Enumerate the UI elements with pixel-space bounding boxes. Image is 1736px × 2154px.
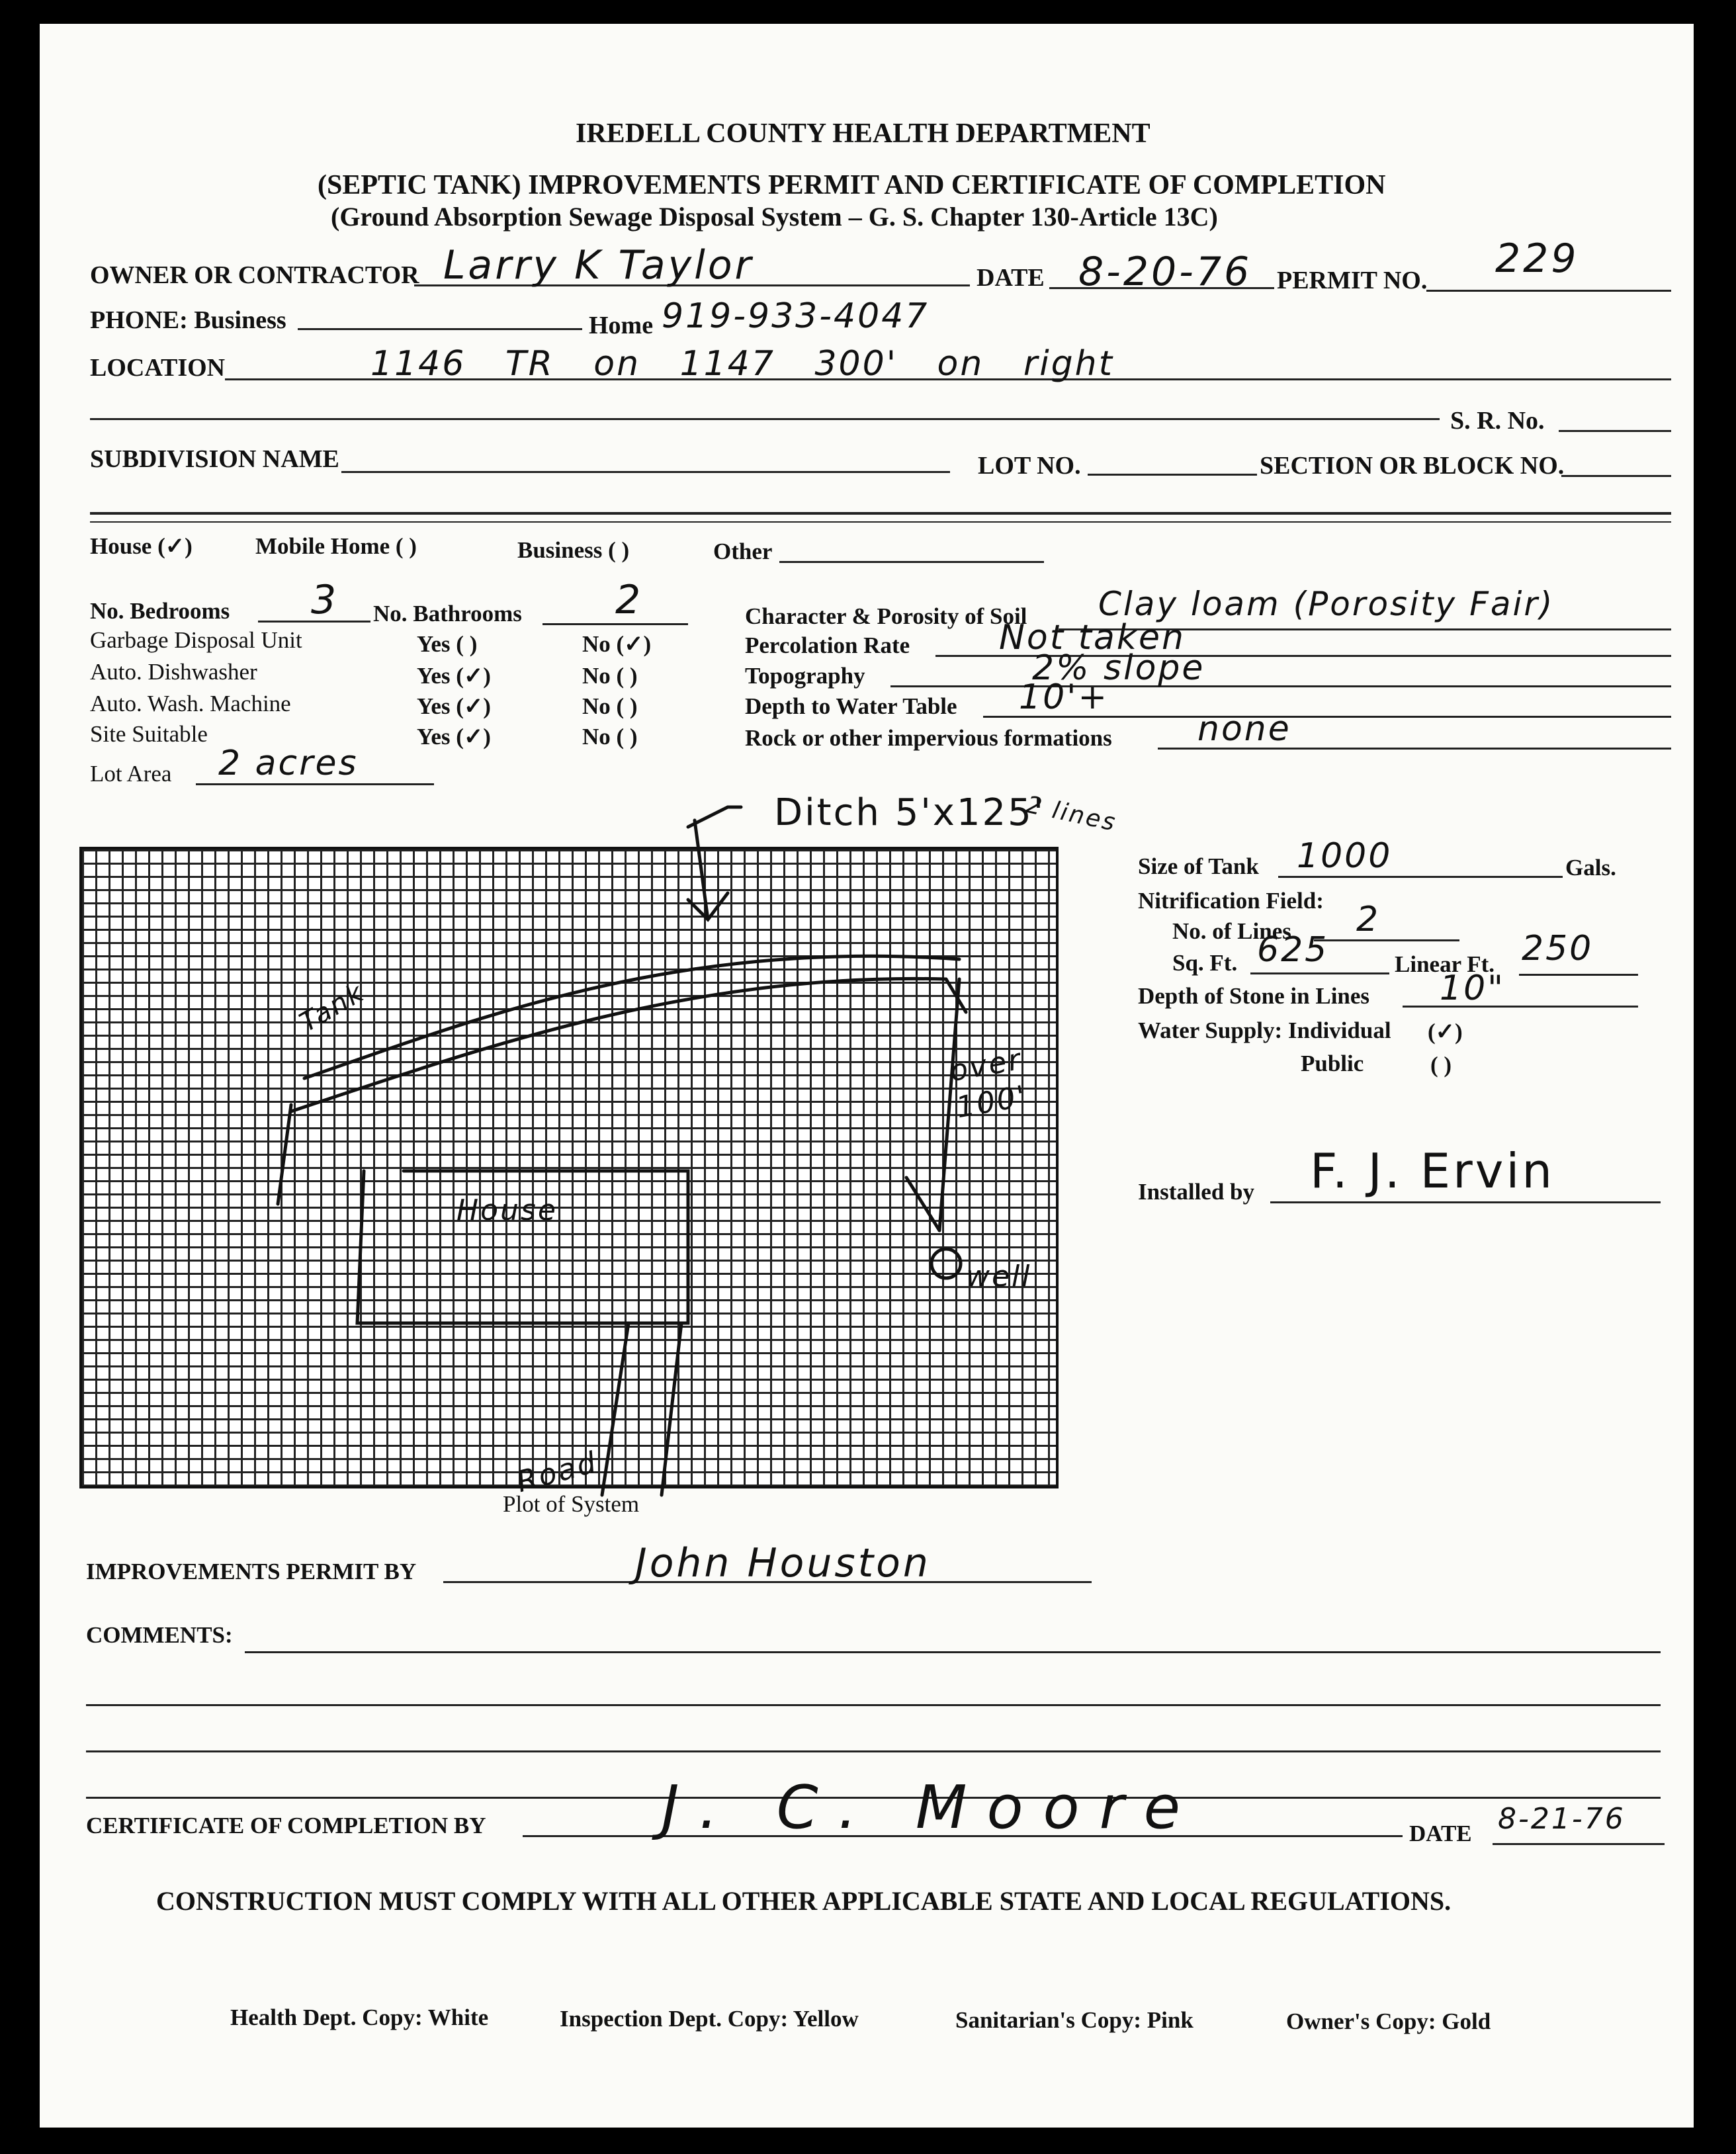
certificate-label: CERTIFICATE OF COMPLETION BY	[86, 1813, 486, 1838]
mobile-home-option: Mobile Home ( )	[255, 533, 417, 559]
public-value: ( )	[1430, 1052, 1452, 1078]
comments-line-3	[86, 1750, 1661, 1752]
plot-note-tank: Tank	[294, 976, 370, 1039]
percolation-value: Not taken	[999, 618, 1186, 658]
site-suitable-label: Site Suitable	[90, 721, 208, 747]
compliance-notice: CONSTRUCTION MUST COMPLY WITH ALL OTHER APPLICABLE STATE AND LOCAL REGULATIONS.	[156, 1886, 1452, 1916]
owner-value: Larry K Taylor	[443, 242, 754, 288]
site-suitable-no: No ( )	[582, 724, 638, 750]
form-subtitle: (Ground Absorption Sewage Disposal System – G. S. Chapter 130-Article 13C)	[331, 202, 1218, 232]
garbage-disposal-label: Garbage Disposal Unit	[90, 627, 302, 653]
section-label: SECTION OR BLOCK NO.	[1260, 452, 1565, 480]
comments-line-2	[86, 1704, 1661, 1706]
bedrooms-value: 3	[311, 577, 339, 623]
soil-value: Clay loam (Porosity Fair)	[1098, 585, 1555, 623]
water-table-label: Depth to Water Table	[745, 693, 957, 719]
certificate-date-value: 8-21-76	[1498, 1802, 1626, 1836]
plot-note-well: well	[966, 1260, 1032, 1293]
wash-machine-no: No ( )	[582, 693, 638, 719]
installed-by-line	[1270, 1201, 1661, 1203]
stone-depth-line	[1403, 1006, 1638, 1008]
tank-size-line	[1278, 876, 1563, 878]
location-value: 1146 TR on 1147 300' on right	[370, 344, 1115, 384]
bathrooms-line	[542, 623, 688, 625]
plot-note-house: House	[456, 1193, 558, 1227]
linear-ft-value: 250	[1522, 929, 1594, 969]
comments-line-1	[245, 1651, 1661, 1653]
rock-value: none	[1197, 709, 1291, 749]
soil-label: Character & Porosity of Soil	[745, 603, 1027, 629]
certificate-date-line	[1493, 1843, 1665, 1845]
dishwasher-label: Auto. Dishwasher	[90, 659, 257, 685]
topography-line	[890, 685, 1671, 687]
plot-caption: Plot of System	[503, 1491, 640, 1517]
water-supply-label: Water Supply: Individual	[1138, 1017, 1391, 1043]
other-line	[779, 561, 1044, 563]
plot-note-ditch: Ditch 5'x125'	[774, 791, 1046, 834]
house-option: House (✓)	[90, 533, 193, 559]
copy-sanitarian: Sanitarian's Copy: Pink	[955, 2007, 1194, 2033]
wash-machine-label: Auto. Wash. Machine	[90, 691, 291, 716]
certificate-date-label: DATE	[1409, 1821, 1472, 1846]
stone-depth-value: 10"	[1440, 969, 1506, 1008]
plot-note-lines: 2 lines	[1023, 791, 1119, 838]
sr-no-line	[1559, 430, 1671, 432]
tank-size-label: Size of Tank	[1138, 853, 1259, 879]
nitrification-label: Nitrification Field:	[1138, 888, 1324, 914]
copy-inspection: Inspection Dept. Copy: Yellow	[560, 2006, 859, 2032]
permit-by-signature: John Houston	[635, 1540, 931, 1586]
permit-label: PERMIT NO.	[1277, 267, 1428, 294]
stone-depth-label: Depth of Stone in Lines	[1138, 983, 1370, 1009]
wash-machine-yes: Yes (✓)	[417, 693, 491, 719]
date-label: DATE	[976, 264, 1045, 292]
sqft-line	[1250, 972, 1389, 974]
subdivision-label: SUBDIVISION NAME	[90, 445, 339, 473]
lot-area-value: 2 acres	[218, 744, 359, 783]
linear-ft-line	[1519, 974, 1638, 976]
copy-owner: Owner's Copy: Gold	[1286, 2008, 1491, 2034]
business-option: Business ( )	[517, 537, 630, 563]
plot-note-over: over 100'	[947, 1042, 1030, 1125]
lines-line	[1314, 939, 1459, 941]
other-option: Other	[713, 538, 773, 564]
topography-value: 2% slope	[1032, 648, 1205, 688]
sr-no-label: S. R. No.	[1450, 407, 1545, 435]
subdivision-line	[341, 471, 950, 473]
plot-sketch	[79, 781, 1098, 1522]
dishwasher-no: No ( )	[582, 663, 638, 689]
section-divider-2	[90, 521, 1671, 523]
lot-area-label: Lot Area	[90, 761, 172, 787]
garbage-disposal-no: No (✓)	[582, 631, 652, 657]
bedrooms-label: No. Bedrooms	[90, 598, 230, 624]
phone-home-label: Home	[589, 312, 654, 339]
location-label: LOCATION	[90, 354, 226, 382]
water-table-value: 10'+	[1019, 677, 1109, 717]
comments-label: COMMENTS:	[86, 1622, 233, 1648]
public-label: Public	[1301, 1051, 1364, 1076]
percolation-label: Percolation Rate	[745, 632, 910, 658]
agency-title: IREDELL COUNTY HEALTH DEPARTMENT	[576, 118, 1150, 149]
copy-health: Health Dept. Copy: White	[230, 2004, 489, 2030]
bathrooms-value: 2	[615, 577, 644, 623]
tank-gals-label: Gals.	[1565, 855, 1616, 881]
phone-home-value: 919-933-4047	[662, 296, 930, 336]
location-line-2	[90, 418, 1440, 420]
bathrooms-label: No. Bathrooms	[373, 601, 522, 626]
installed-by-label: Installed by	[1138, 1179, 1255, 1205]
topography-label: Topography	[745, 663, 865, 689]
phone-business-label: PHONE: Business	[90, 306, 286, 334]
permit-value: 229	[1495, 236, 1579, 282]
form-title: (SEPTIC TANK) IMPROVEMENTS PERMIT AND CERTIFICATE OF COMPLETION	[318, 170, 1386, 200]
sqft-value: 625	[1257, 930, 1329, 970]
garbage-disposal-yes: Yes ( )	[417, 631, 478, 657]
lot-no-label: LOT NO.	[978, 452, 1081, 480]
water-supply-individual: (✓)	[1428, 1019, 1463, 1045]
date-value: 8-20-76	[1078, 249, 1252, 295]
phone-business-line	[298, 328, 582, 330]
owner-label: OWNER OR CONTRACTOR	[90, 261, 419, 289]
linear-ft-label: Linear Ft.	[1395, 951, 1495, 977]
certificate-signature: J. C. Moore	[662, 1773, 1200, 1842]
rock-label: Rock or other impervious formations	[745, 725, 1112, 751]
lines-label: No. of Lines	[1172, 918, 1291, 944]
permit-line	[1426, 290, 1671, 292]
site-suitable-yes: Yes (✓)	[417, 724, 491, 750]
permit-by-label: IMPROVEMENTS PERMIT BY	[86, 1559, 417, 1584]
sqft-label: Sq. Ft.	[1172, 950, 1238, 976]
lot-no-line	[1088, 474, 1257, 476]
plot-note-road: Road	[513, 1445, 601, 1500]
section-divider	[90, 512, 1671, 515]
tank-size-value: 1000	[1297, 836, 1393, 876]
lines-value: 2	[1356, 900, 1381, 939]
dishwasher-yes: Yes (✓)	[417, 663, 491, 689]
installed-by-value: F. J. Ervin	[1310, 1143, 1555, 1199]
section-line	[1561, 475, 1671, 477]
